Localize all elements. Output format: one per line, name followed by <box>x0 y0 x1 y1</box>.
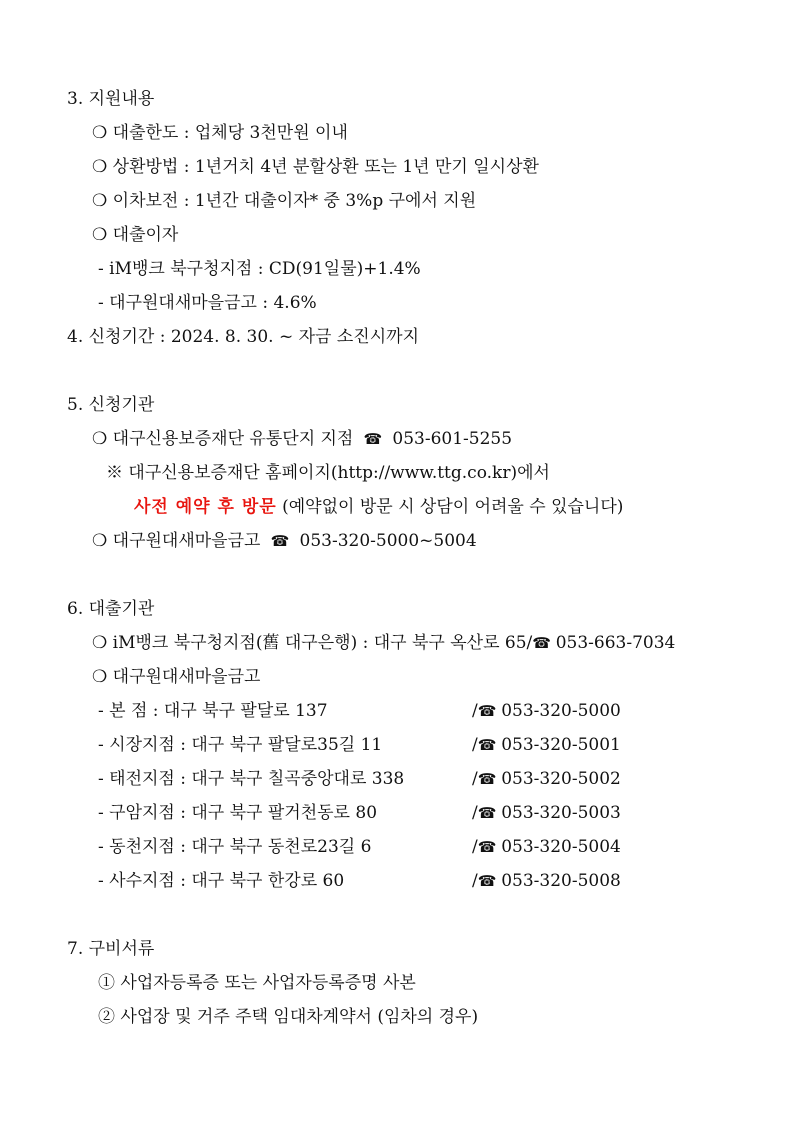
branch-row <box>98 802 377 824</box>
loan-interest-heading: ❍ 대출이자 <box>92 225 179 245</box>
document-item-2: ② 사업장 및 거주 주택 임대차계약서 (임차의 경우) <box>98 1007 479 1027</box>
saemaeul-apply <box>92 530 477 552</box>
branch-phone-row: /☎ 053-320-5003 <box>472 803 621 823</box>
im-bank-rate: - iM뱅크 북구청지점 : CD(91일물)+1.4% <box>98 259 421 279</box>
branch-row <box>98 870 344 892</box>
branch-phone-row: /☎ 053-320-5002 <box>472 769 621 789</box>
branch-name: - 구암지점 : 대구 북구 팔거천동로 80 <box>98 803 378 823</box>
branch-phone-row: /☎ 053-320-5000 <box>472 701 621 721</box>
saemaeul-lender-heading: ❍ 대구원대새마을금고 <box>92 667 261 687</box>
ttg-branch-label: ❍ 대구신용보증재단 유통단지 지점 <box>92 429 354 449</box>
telephone-icon: ☎ <box>358 430 387 448</box>
loan-limit: ❍ 대출한도 : 업체당 3천만원 이내 <box>92 123 348 143</box>
repayment-method: ❍ 상환방법 : 1년거치 4년 분할상환 또는 1년 만기 일시상환 <box>92 157 539 177</box>
section-7-heading: 7. 구비서류 <box>67 939 155 959</box>
branch-phone: 053-320-5002 <box>501 769 621 789</box>
reservation-emphasis: 사전 예약 후 방문 <box>134 497 277 517</box>
saemaeul-apply-phone: 053-320-5000~5004 <box>299 531 477 551</box>
im-bank-phone: 053-663-7034 <box>555 633 676 653</box>
telephone-icon: ☎ <box>477 770 502 788</box>
telephone-icon: ☎ <box>477 872 502 890</box>
application-period: 4. 신청기간 : 2024. 8. 30. ~ 자금 소진시까지 <box>67 327 419 347</box>
document-item-1: ① 사업자등록증 또는 사업자등록증명 사본 <box>98 973 416 993</box>
telephone-icon: ☎ <box>532 634 556 652</box>
branch-row <box>98 836 371 858</box>
branch-phone: 053-320-5000 <box>501 701 621 721</box>
saemaeul-apply-label: ❍ 대구원대새마을금고 <box>92 531 261 551</box>
section-6-heading: 6. 대출기관 <box>67 599 155 619</box>
interest-subsidy: ❍ 이차보전 : 1년간 대출이자* 중 3%p 구에서 지원 <box>92 191 477 211</box>
branch-name: - 시장지점 : 대구 북구 팔달로35길 11 <box>98 735 383 755</box>
reservation-detail: (예약없이 방문 시 상담이 어려울 수 있습니다) <box>282 497 624 517</box>
section-3-heading: 3. 지원내용 <box>67 89 155 109</box>
section-5-heading: 5. 신청기관 <box>67 395 155 415</box>
branch-phone: 053-320-5004 <box>501 837 621 857</box>
ttg-branch <box>92 428 512 450</box>
im-bank-branch <box>92 632 675 654</box>
branch-phone: 053-320-5003 <box>501 803 621 823</box>
telephone-icon: ☎ <box>265 532 295 550</box>
telephone-icon: ☎ <box>477 804 502 822</box>
branch-phone-row: /☎ 053-320-5001 <box>472 735 621 755</box>
telephone-icon: ☎ <box>477 702 502 720</box>
branch-row <box>98 768 404 790</box>
ttg-website-note: ※ 대구신용보증재단 홈페이지(http://www.ttg.co.kr)에서 <box>106 463 550 483</box>
branch-name: - 사수지점 : 대구 북구 한강로 60 <box>98 871 345 891</box>
telephone-icon: ☎ <box>477 838 502 856</box>
branch-name: - 본 점 : 대구 북구 팔달로 137 <box>98 701 328 721</box>
branch-phone: 053-320-5001 <box>501 735 621 755</box>
branch-phone-row: /☎ 053-320-5004 <box>472 837 621 857</box>
reservation-note <box>134 496 623 518</box>
ttg-phone: 053-601-5255 <box>392 429 513 449</box>
saemaeul-rate: - 대구원대새마을금고 : 4.6% <box>98 293 317 313</box>
branch-name: - 동천지점 : 대구 북구 동천로23길 6 <box>98 837 372 857</box>
branch-row <box>98 700 328 722</box>
telephone-icon: ☎ <box>477 736 502 754</box>
branch-phone: 053-320-5008 <box>501 871 621 891</box>
branch-row <box>98 734 382 756</box>
im-bank-branch-label: ❍ iM뱅크 북구청지점(舊 대구은행) : 대구 북구 옥산로 65/ <box>92 633 533 653</box>
branch-phone-row: /☎ 053-320-5008 <box>472 871 621 891</box>
branch-name: - 태전지점 : 대구 북구 칠곡중앙대로 338 <box>98 769 405 789</box>
